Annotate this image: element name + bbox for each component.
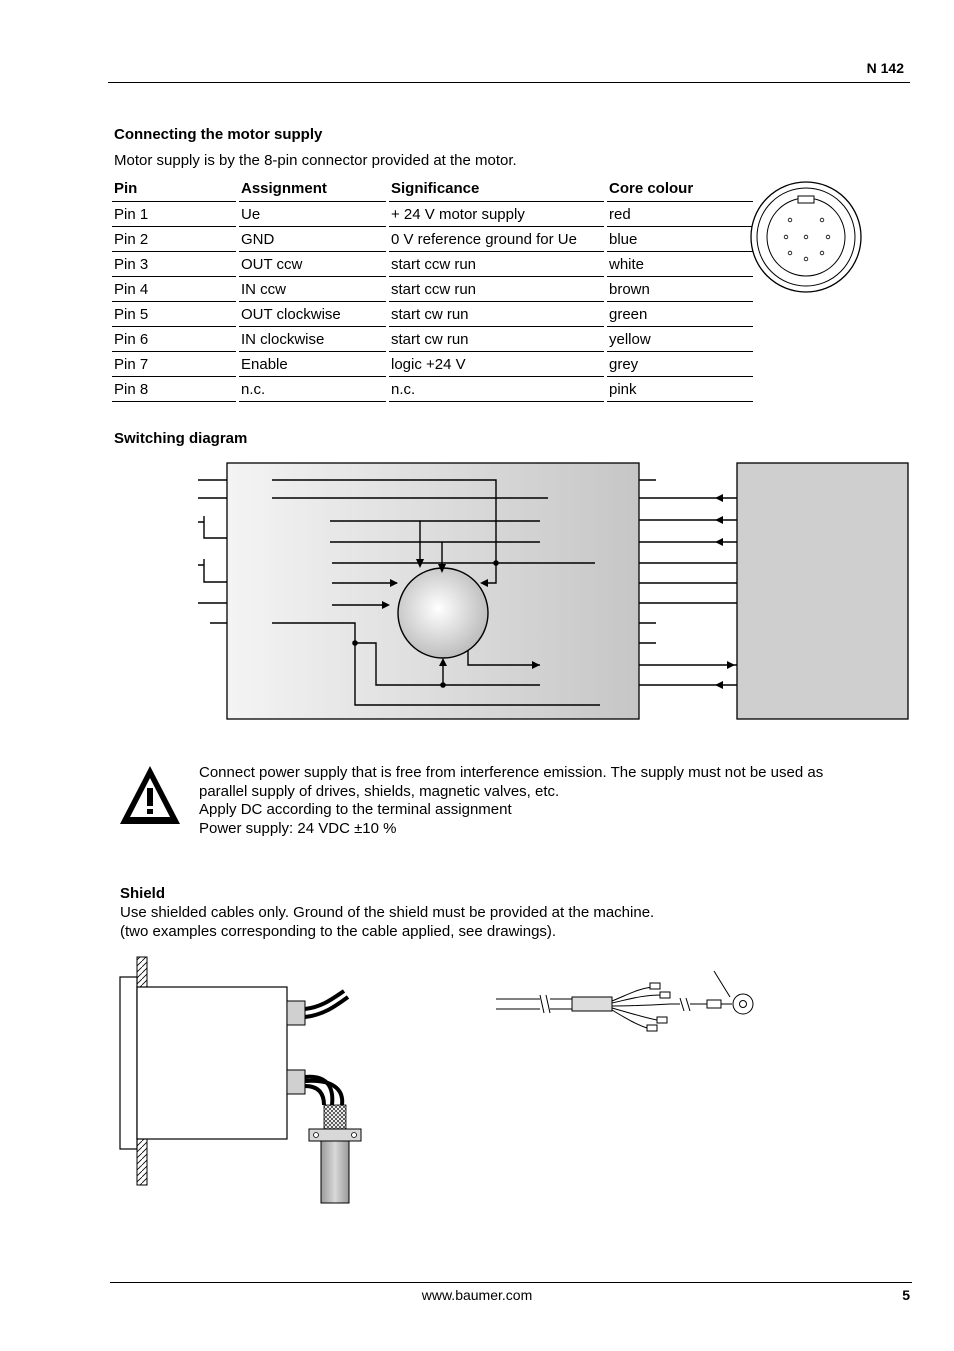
cell-core-colour: red	[606, 202, 754, 227]
cell-core-colour: yellow	[606, 327, 754, 352]
warning-triangle-icon	[117, 762, 183, 828]
cell-core-colour: green	[606, 302, 754, 327]
cell-assignment: IN ccw	[238, 277, 388, 302]
table-row	[112, 252, 753, 277]
cell-significance: n.c.	[388, 377, 606, 402]
pin-assignment-table	[112, 177, 753, 402]
cell-assignment: OUT clockwise	[238, 302, 388, 327]
cell-significance: start cw run	[388, 327, 606, 352]
motor-supply-intro: Motor supply is by the 8-pin connector provided at the motor.	[114, 152, 517, 169]
cell-pin: Pin 4	[112, 277, 238, 302]
page-number: 5	[902, 1287, 910, 1303]
warning-line-3: Apply DC according to the terminal assignment	[199, 801, 512, 818]
cell-pin: Pin 2	[112, 227, 238, 252]
table-row	[112, 202, 753, 227]
warning-line-1: Connect power supply that is free from interference emission. The supply must not be used as	[199, 764, 824, 781]
table-row	[112, 302, 753, 327]
table-row	[112, 277, 753, 302]
shield-line-2: (two examples corresponding to the cable applied, see drawings).	[120, 923, 557, 940]
cell-significance: 0 V reference ground for Ue	[388, 227, 606, 252]
cell-significance: start ccw run	[388, 277, 606, 302]
cell-significance: logic +24 V	[388, 352, 606, 377]
cell-assignment: GND	[238, 227, 388, 252]
cell-pin: Pin 8	[112, 377, 238, 402]
cell-core-colour: blue	[606, 227, 754, 252]
footer-rule	[110, 1282, 912, 1283]
warning-line-4: Power supply: 24 VDC ±10 %	[199, 819, 397, 837]
shield-line-1: Use shielded cables only. Ground of the shield must be provided at the machine.	[120, 904, 655, 921]
cell-significance: start ccw run	[388, 252, 606, 277]
cell-core-colour: grey	[606, 352, 754, 377]
column-header-assignment: Assignment	[238, 177, 388, 202]
column-header-core-colour: Core colour	[606, 177, 754, 202]
table-row	[112, 327, 753, 352]
cell-core-colour: pink	[606, 377, 754, 402]
cell-pin: Pin 5	[112, 302, 238, 327]
cell-significance: + 24 V motor supply	[388, 202, 606, 227]
cell-assignment: OUT ccw	[238, 252, 388, 277]
section-title-motor-supply: Connecting the motor supply	[114, 126, 323, 143]
shield-mounting-drawing	[112, 955, 372, 1210]
section-title-switching-diagram: Switching diagram	[114, 430, 248, 447]
cell-assignment: Enable	[238, 352, 388, 377]
warning-text	[199, 764, 899, 838]
footer-url: www.baumer.com	[421, 1287, 533, 1303]
cell-core-colour: brown	[606, 277, 754, 302]
shield-text	[120, 903, 654, 941]
table-row	[112, 227, 753, 252]
cell-pin: Pin 1	[112, 202, 238, 227]
cell-core-colour: white	[606, 252, 754, 277]
column-header-significance: Significance	[388, 177, 606, 202]
cell-pin: Pin 3	[112, 252, 238, 277]
section-title-shield: Shield	[120, 885, 166, 902]
table-header-row	[112, 177, 753, 202]
column-header-pin: Pin	[112, 177, 238, 202]
table-row	[112, 377, 753, 402]
switching-diagram	[190, 455, 915, 727]
connector-8pin-drawing	[748, 179, 864, 295]
cell-significance: start cw run	[388, 302, 606, 327]
cell-assignment: IN clockwise	[238, 327, 388, 352]
shield-cable-drawing	[492, 965, 762, 1035]
cell-assignment: n.c.	[238, 377, 388, 402]
warning-line-2: parallel supply of drives, shields, magnetic valves, etc.	[199, 782, 560, 800]
header-rule	[108, 82, 910, 83]
cell-pin: Pin 6	[112, 327, 238, 352]
cell-pin: Pin 7	[112, 352, 238, 377]
table-row	[112, 352, 753, 377]
document-code: N 142	[866, 60, 904, 76]
cell-assignment: Ue	[238, 202, 388, 227]
